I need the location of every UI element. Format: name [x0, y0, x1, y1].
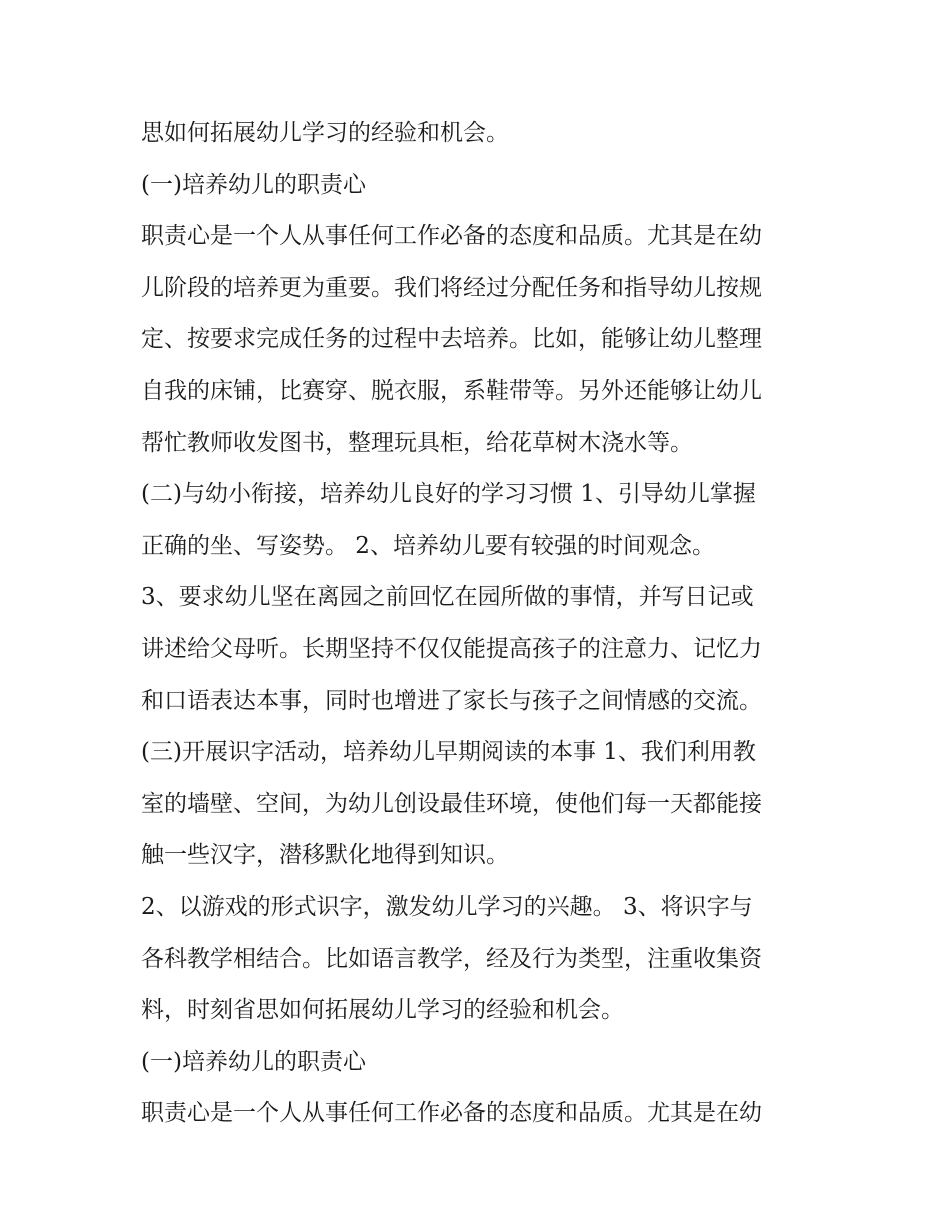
section-heading: (二)与幼小衔接，培养幼儿良好的学习习惯 1、引导幼儿掌握	[141, 481, 756, 508]
text-line: 思如何拓展幼儿学习的经验和机会。	[141, 120, 509, 146]
section-heading: (一)培养幼儿的职责心	[141, 171, 366, 198]
section-heading: (三)开展识字活动，培养幼儿早期阅读的本事 1、我们利用教	[141, 739, 756, 766]
text-line: 自我的床铺，比赛穿、脱衣服，系鞋带等。另外还能够让幼儿	[141, 377, 762, 404]
text-line: 室的墙壁、空间，为幼儿创设最佳环境，使他们每一天都能接	[141, 790, 762, 817]
text-line: 料，时刻省思如何拓展幼儿学习的经验和机会。	[141, 997, 624, 1024]
text-line: 职责心是一个人从事任何工作必备的态度和品质。尤其是在幼	[141, 223, 762, 250]
text-line: 2、以游戏的形式识字，激发幼儿学习的兴趣。 3、将识字与	[141, 893, 753, 920]
text-line: 职责心是一个人从事任何工作必备的态度和品质。尤其是在幼	[141, 1100, 762, 1127]
text-line: 正确的坐、写姿势。 2、培养幼儿要有较强的时间观念。	[141, 532, 715, 559]
section-heading: (一)培养幼儿的职责心	[141, 1048, 366, 1075]
text-line: 定、按要求完成任务的过程中去培养。比如，能够让幼儿整理	[141, 326, 762, 353]
text-line: 各科教学相结合。比如语言教学，经及行为类型，注重收集资	[141, 945, 762, 972]
text-line: 3、要求幼儿坚在离园之前回忆在园所做的事情，并写日记或	[141, 584, 754, 611]
text-line: 讲述给父母听。长期坚持不仅仅能提高孩子的注意力、记忆力	[141, 635, 762, 662]
text-line: 儿阶段的培养更为重要。我们将经过分配任务和指导幼儿按规	[141, 274, 762, 301]
text-line: 触一些汉字，潜移默化地得到知识。	[141, 842, 509, 869]
text-line: 帮忙教师收发图书，整理玩具柜，给花草树木浇水等。	[141, 429, 693, 456]
body-text	[141, 108, 821, 1140]
text-line: 和口语表达本事，同时也增进了家长与孩子之间情感的交流。	[141, 687, 762, 714]
